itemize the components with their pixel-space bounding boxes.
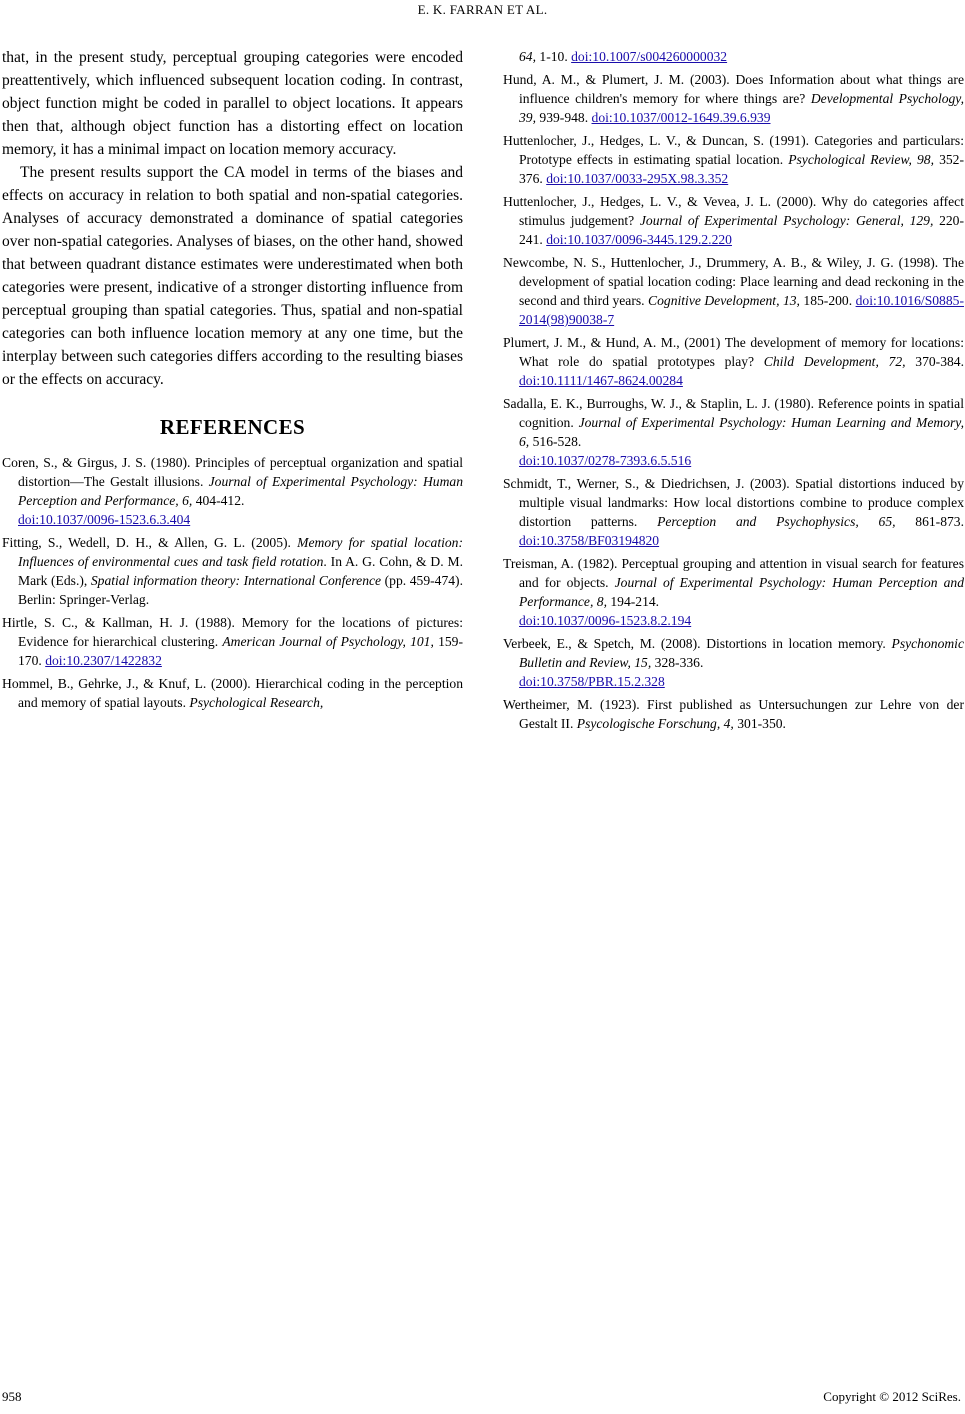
reference-item <box>2 613 463 670</box>
ref-text: Newcombe, N. S., Huttenlocher, J., Drummery, A. B., & Wiley, J. G. (1998). The development of spatial location coding: Place learning and dead reckoning in the second and third years. <box>503 255 964 308</box>
ref-text: Wertheimer, M. (1923). First published as Untersuchungen zur Lehre von der Gestalt II. <box>503 697 964 731</box>
references-heading: REFERENCES <box>159 415 306 439</box>
doi-link[interactable]: doi:10.2307/1422832 <box>45 653 162 668</box>
ref-journal: Psychological Research, <box>189 695 324 710</box>
reference-item <box>503 474 964 550</box>
reference-item <box>503 333 964 390</box>
doi-link[interactable]: doi:10.3758/BF03194820 <box>519 533 660 548</box>
ref-pages: 1-10. <box>536 49 572 64</box>
ref-journal: Journal of Experimental Psychology: Human Learning and Memory, 6, <box>519 415 964 449</box>
ref-journal: Psychological Review, 98, <box>788 152 934 167</box>
ref-text: Schmidt, T., Werner, S., & Diedrichsen, J. (2003). Spatial distortions induced by multiple visual landmarks: How local distortions combine to produce complex distortion patterns. <box>503 476 964 529</box>
ref-pages: 939-948. <box>536 110 592 125</box>
page-number: 958 <box>2 1389 22 1404</box>
doi-link[interactable]: doi:10.1007/s004260000032 <box>571 49 728 64</box>
ref-volume: 64, <box>519 49 536 64</box>
right-column <box>503 47 964 737</box>
copyright-notice: Copyright © 2012 SciRes. <box>823 1389 961 1404</box>
ref-title: Memory for spatial location: Influences of environmental cues and task field rotation <box>18 535 463 569</box>
doi-link[interactable]: doi:10.1037/0096-3445.129.2.220 <box>546 232 732 247</box>
reference-item <box>503 394 964 470</box>
ref-book: Spatial information theory: International Conference <box>90 573 382 588</box>
doi-link[interactable]: doi:10.1037/0012-1649.39.6.939 <box>591 110 771 125</box>
ref-pages: 352-376. <box>519 152 964 186</box>
reference-item <box>503 253 964 329</box>
ref-pages: 328-336. <box>651 655 704 670</box>
doi-link[interactable]: doi:10.1037/0278-7393.6.5.516 <box>519 453 692 468</box>
reference-item <box>503 192 964 249</box>
ref-journal: Perception and Psychophysics, 65, <box>657 514 896 529</box>
running-head: E. K. FARRAN ET AL. <box>417 2 548 17</box>
doi-link[interactable]: doi:10.1037/0096-1523.8.2.194 <box>519 613 692 628</box>
ref-journal: American Journal of Psychology, 101, <box>222 634 434 649</box>
reference-item <box>503 70 964 127</box>
ref-journal: Journal of Experimental Psychology: Human Perception and Performance, 8, <box>519 575 964 609</box>
doi-link[interactable]: doi:10.1037/0096-1523.6.3.404 <box>18 512 191 527</box>
ref-text: Treisman, A. (1982). Perceptual grouping and attention in visual search for features and for objects. <box>503 556 964 590</box>
ref-pages: 220-241. <box>519 213 964 247</box>
ref-text: Hund, A. M., & Plumert, J. M. (2003). Does Information about what things are influence children's memory for where things are? <box>503 72 964 106</box>
ref-pages: 370-384. <box>905 354 964 369</box>
doi-link[interactable]: doi:10.1037/0033-295X.98.3.352 <box>546 171 729 186</box>
ref-journal: Developmental Psychology, 39, <box>519 91 964 125</box>
ref-journal: Journal of Experimental Psychology: General, 129, <box>639 213 934 228</box>
reference-item <box>503 554 964 630</box>
ref-text: Plumert, J. M., & Hund, A. M., (2001) The development of memory for locations: What role do spatial prototypes play? <box>503 335 964 369</box>
doi-link[interactable]: doi:10.1016/S0885-2014(98)90038-7 <box>519 293 964 327</box>
ref-text: Verbeek, E., & Spetch, M. (2008). Distortions in location memory. <box>503 636 892 651</box>
reference-item <box>503 131 964 188</box>
ref-journal: Cognitive Development, 13, <box>648 293 800 308</box>
ref-text: Hommel, B., Gehrke, J., & Knuf, L. (2000). Hierarchical coding in the perception and memory of spatial layouts. <box>2 676 463 710</box>
ref-pages: 516-528. <box>529 434 582 449</box>
reference-item <box>503 695 964 733</box>
ref-pages: 861-873. <box>895 514 964 529</box>
ref-text: Huttenlocher, J., Hedges, L. V., & Duncan, S. (1991). Categories and particulars: Prototype effects in estimating spatial location. <box>503 133 964 167</box>
ref-text: Hirtle, S. C., & Kallman, H. J. (1988). Memory for the locations of pictures: Evidence for hierarchical clustering. <box>2 615 463 649</box>
reference-item <box>2 453 463 529</box>
body-paragraph: The present results support the CA model in terms of the biases and effects on accuracy in relation to both spatial and non-spatial categories. Analyses of accuracy demonstrated a dominance of spatial categories over non-spatial categories. Analyses of biases, on the other hand, showed that between quadrant distance estimates were underestimated when both categories were present, indicative of a stronger distorting influence from perceptual grouping than spatial categories. Thus, spatial and non-spatial categories can both influence location memory at any one time, but the interplay between such categories differs according to the resulting biases or the effects on accuracy. <box>2 164 463 388</box>
ref-journal: Psychonomic Bulletin and Review, 15, <box>519 636 964 670</box>
ref-journal: Journal of Experimental Psychology: Human Perception and Performance, 6, <box>18 474 463 508</box>
ref-journal: Psycologische Forschung, 4, <box>576 716 734 731</box>
doi-link[interactable]: doi:10.1111/1467-8624.00284 <box>519 373 683 388</box>
ref-publisher: (pp. 459-474). Berlin: Springer-Verlag. <box>18 573 463 607</box>
ref-pages: 185-200. <box>799 293 856 308</box>
reference-item <box>2 533 463 609</box>
ref-pages: 159-170. <box>18 634 463 668</box>
reference-item <box>503 634 964 691</box>
ref-pages: 194-214. <box>606 594 660 609</box>
ref-pages: 404-412. <box>192 493 245 508</box>
left-column <box>2 46 463 716</box>
ref-text: Huttenlocher, J., Hedges, L. V., & Vevea, J. L. (2000). Why do categories affect stimulus judgement? <box>503 194 964 228</box>
doi-link[interactable]: doi:10.3758/PBR.15.2.328 <box>519 674 665 689</box>
reference-continuation <box>503 47 964 66</box>
ref-text: Sadalla, E. K., Burroughs, W. J., & Staplin, L. J. (1980). Reference points in spatial cognition. <box>503 396 964 430</box>
ref-journal: Child Development, 72, <box>763 354 906 369</box>
ref-pages: 301-350. <box>733 716 786 731</box>
body-paragraph: that, in the present study, perceptual grouping categories were encoded preattentively, which influenced subsequent location coding. In contrast, object function might be coded in parallel to object locations. It appears then that, although object function has a distorting effect on location memory, it has a minimal impact on location memory accuracy. <box>2 49 463 158</box>
ref-text: . In A. G. Cohn, & D. M. Mark (Eds.), <box>18 554 463 588</box>
ref-text: Fitting, S., Wedell, D. H., & Allen, G. L. (2005). <box>2 535 298 550</box>
ref-text: Coren, S., & Girgus, J. S. (1980). Principles of perceptual organization and spatial distortion—The Gestalt illusions. <box>2 455 463 489</box>
reference-item <box>2 674 463 712</box>
